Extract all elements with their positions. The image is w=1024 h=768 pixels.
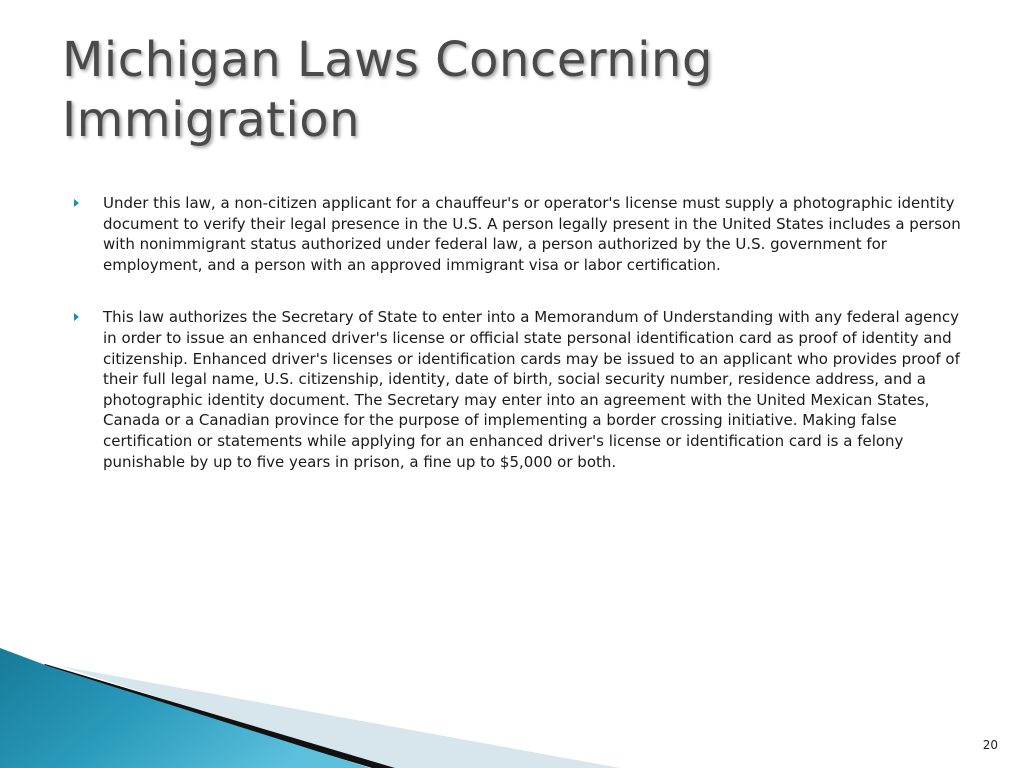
triangle-bullet-icon [74,313,79,321]
slide-title: Michigan Laws Concerning Immigration [62,32,713,148]
bullet-list [72,193,972,472]
triangle-bullet-icon [74,199,79,207]
decorative-swoosh [0,640,620,768]
bullet-text: This law authorizes the Secretary of State to enter into a Memorandum of Understanding with any federal agency in order to issue an enhanced driver's license or official state personal identification card as proof of identity and citizenship. Enhanced driver's licenses or identification cards may be issued to an applicant who provides proof of their full legal name, U.S. citizenship, identity, date of birth, social security number, residence address, and a photographic identity document. The Secretary may enter into an agreement with the United Mexican States, Canada or a Canadian province for the purpose of implementing a border crossing initiative. Making false certification or statements while applying for an enhanced driver's license or identification card is a felony punishable by up to five years in prison, a fine up to $5,000 or both. [103,308,960,471]
page-number: 20 [982,738,998,752]
bullet-item [72,193,972,275]
bullet-item [72,307,972,472]
bullet-text: Under this law, a non-citizen applicant for a chauffeur's or operator's license must supply a photographic identity document to verify their legal presence in the U.S. A person legally present in the United States includes a person with nonimmigrant status authorized under federal law, a person authorized by the U.S. government for employment, and a person with an approved immigrant visa or labor certification. [103,194,961,274]
